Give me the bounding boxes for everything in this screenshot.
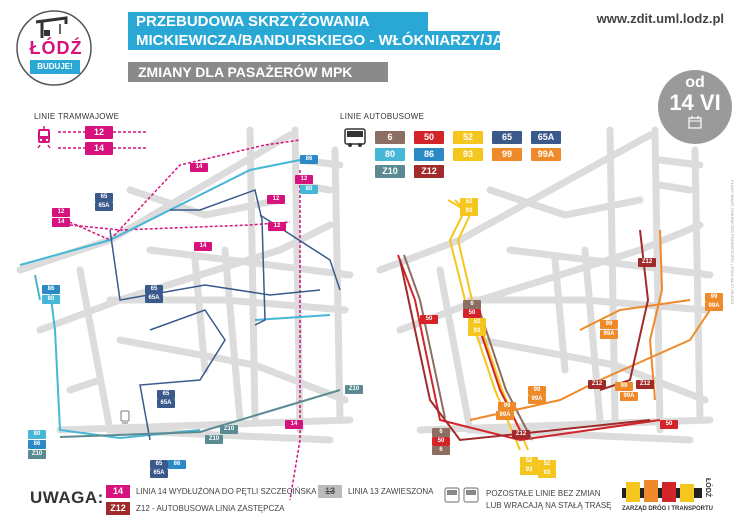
right-map-badge: Z12	[636, 380, 654, 389]
left-map-badge: 14	[194, 242, 212, 251]
bus-legend-65a: 65A	[531, 131, 561, 144]
right-map-badge: 52	[538, 460, 556, 469]
bus-route-52-93	[448, 200, 528, 450]
right-map-badge: 6	[432, 446, 450, 455]
zdit-city: ŁÓDŹ	[704, 478, 711, 498]
website-url[interactable]: www.zdit.uml.lodz.pl	[596, 11, 724, 26]
left-map-badge: 65A	[150, 469, 168, 478]
logo-text: ŁÓDŹ	[29, 38, 83, 58]
right-map-badge: 99A	[705, 302, 723, 311]
bus-legend-86: 86	[414, 148, 444, 161]
right-map-badge: 99	[498, 402, 516, 411]
left-map-badge: Z10	[205, 435, 223, 444]
left-map-badge: 12	[268, 222, 286, 231]
right-map-badge: 50	[463, 309, 481, 318]
right-map-badge: Z12	[638, 258, 656, 267]
left-map-badge: Z10	[28, 450, 46, 459]
bus-legend-50: 50	[414, 131, 444, 144]
bus-legend-99: 99	[492, 148, 522, 161]
left-map-badge: 12	[267, 195, 285, 204]
left-map-badge: 65	[157, 390, 175, 399]
left-map-badge: 80	[28, 430, 46, 439]
right-map-badge: 93	[468, 327, 486, 336]
bus-legend-52: 52	[453, 131, 483, 144]
note3-text: Z12 - AUTOBUSOWA LINIA ZASTĘPCZA	[136, 504, 285, 513]
right-map-badge: 99	[705, 293, 723, 302]
left-map-badge: 14	[190, 163, 208, 172]
right-map-badge: 99	[528, 386, 546, 395]
tram-route-12	[70, 222, 290, 230]
side-credit: PLANY MIAST: CHARAKTER POGRAFICZNY | STAN NA 07.06.2015	[730, 180, 735, 304]
left-map-badge: 86	[168, 460, 186, 469]
right-map-badge: 50	[420, 315, 438, 324]
right-map-badge: 99	[615, 382, 633, 391]
title-line-1: PRZEBUDOWA SKRZYŻOWANIA	[128, 12, 428, 31]
left-map-badge: 65	[150, 460, 168, 469]
left-map-badge: 86	[300, 155, 318, 164]
right-map-badge: 6	[432, 428, 450, 437]
uwaga-label: UWAGA:	[30, 488, 104, 507]
right-map-badge: 93	[538, 469, 556, 478]
bus-legend-z10: Z10	[375, 165, 405, 178]
bus-legend-6: 6	[375, 131, 405, 144]
left-map-badge: 86	[42, 285, 60, 294]
note1-text: LINIA 14 WYDŁUŻONA DO PĘTLI SZCZECIŃSKA	[136, 487, 317, 496]
right-map-badge: 52	[460, 198, 478, 207]
left-map-badge: 12	[52, 208, 70, 217]
left-map-badge: 65	[95, 193, 113, 202]
left-map-badge: 12	[295, 175, 313, 184]
right-map-badge: 93	[520, 466, 538, 475]
date-prefix: od	[685, 74, 705, 91]
bus-legend-z12: Z12	[414, 165, 444, 178]
left-map-badge: 14	[52, 218, 70, 227]
date-value: 14 VI	[669, 90, 721, 115]
bus-legend-93: 93	[453, 148, 483, 161]
tram-stop-icon	[120, 410, 130, 424]
right-map-badge: 99A	[620, 392, 638, 401]
right-map-badge: 99A	[496, 411, 514, 420]
subtitle: ZMIANY DLA PASAŻERÓW MPK	[128, 62, 388, 82]
zdit-emblem-icon	[622, 478, 702, 504]
tram-legend-14: 14	[85, 142, 113, 155]
left-map-badge: 86	[28, 440, 46, 449]
zdit-logo	[622, 478, 718, 514]
right-map-badge: 93	[460, 207, 478, 216]
right-map-badge: Z12	[588, 380, 606, 389]
bus-legend-99a: 99A	[531, 148, 561, 161]
note4-line1: POZOSTAŁE LINIE BEZ ZMIAN	[486, 489, 601, 498]
right-map-badge: 52	[468, 318, 486, 327]
note2-badge: 13	[318, 485, 342, 498]
bus-section-label: LINIE AUTOBUSOWE	[340, 112, 425, 121]
tram-legend-12: 12	[85, 126, 113, 139]
tram-bus-icons	[444, 486, 480, 506]
left-map-badge: 65A	[95, 202, 113, 211]
note4-line2: LUB WRACAJĄ NA STAŁĄ TRASĘ	[486, 501, 612, 510]
left-map-badge: 65	[145, 285, 163, 294]
tram-section-label: LINIE TRAMWAJOWE	[34, 112, 120, 121]
right-map-badge: 99A	[600, 330, 618, 339]
left-map-badge: Z10	[220, 425, 238, 434]
right-map-badge: Z12	[512, 430, 530, 439]
note1-badge: 14	[106, 485, 130, 498]
left-map-badge: 80	[42, 295, 60, 304]
right-map-badge: 99	[600, 320, 618, 329]
right-map-badge: 50	[660, 420, 678, 429]
right-map-badge: 6	[463, 300, 481, 309]
right-map-badge: 99A	[528, 395, 546, 404]
title-line-2: MICKIEWICZA/BANDURSKIEGO - WŁÓKNIARZY/JANA PAWŁA II	[128, 31, 500, 50]
bus-route-65-left	[110, 190, 340, 440]
left-map-badge: 65A	[145, 294, 163, 303]
right-map-badge: 52	[520, 457, 538, 466]
left-map-badge: 65A	[157, 399, 175, 408]
left-map-badge: 14	[285, 420, 303, 429]
zdit-name: ZARZĄD DRÓG I TRANSPORTU	[622, 506, 713, 512]
bus-legend-80: 80	[375, 148, 405, 161]
note2-text: LINIA 13 ZAWIESZONA	[348, 487, 434, 496]
logo-sub: BUDUJE!	[30, 60, 80, 74]
left-map-badge: Z10	[345, 385, 363, 394]
right-map-badge: 50	[432, 437, 450, 446]
left-map-badge: 80	[300, 185, 318, 194]
bus-legend-65: 65	[492, 131, 522, 144]
note3-badge: Z12	[106, 502, 130, 515]
